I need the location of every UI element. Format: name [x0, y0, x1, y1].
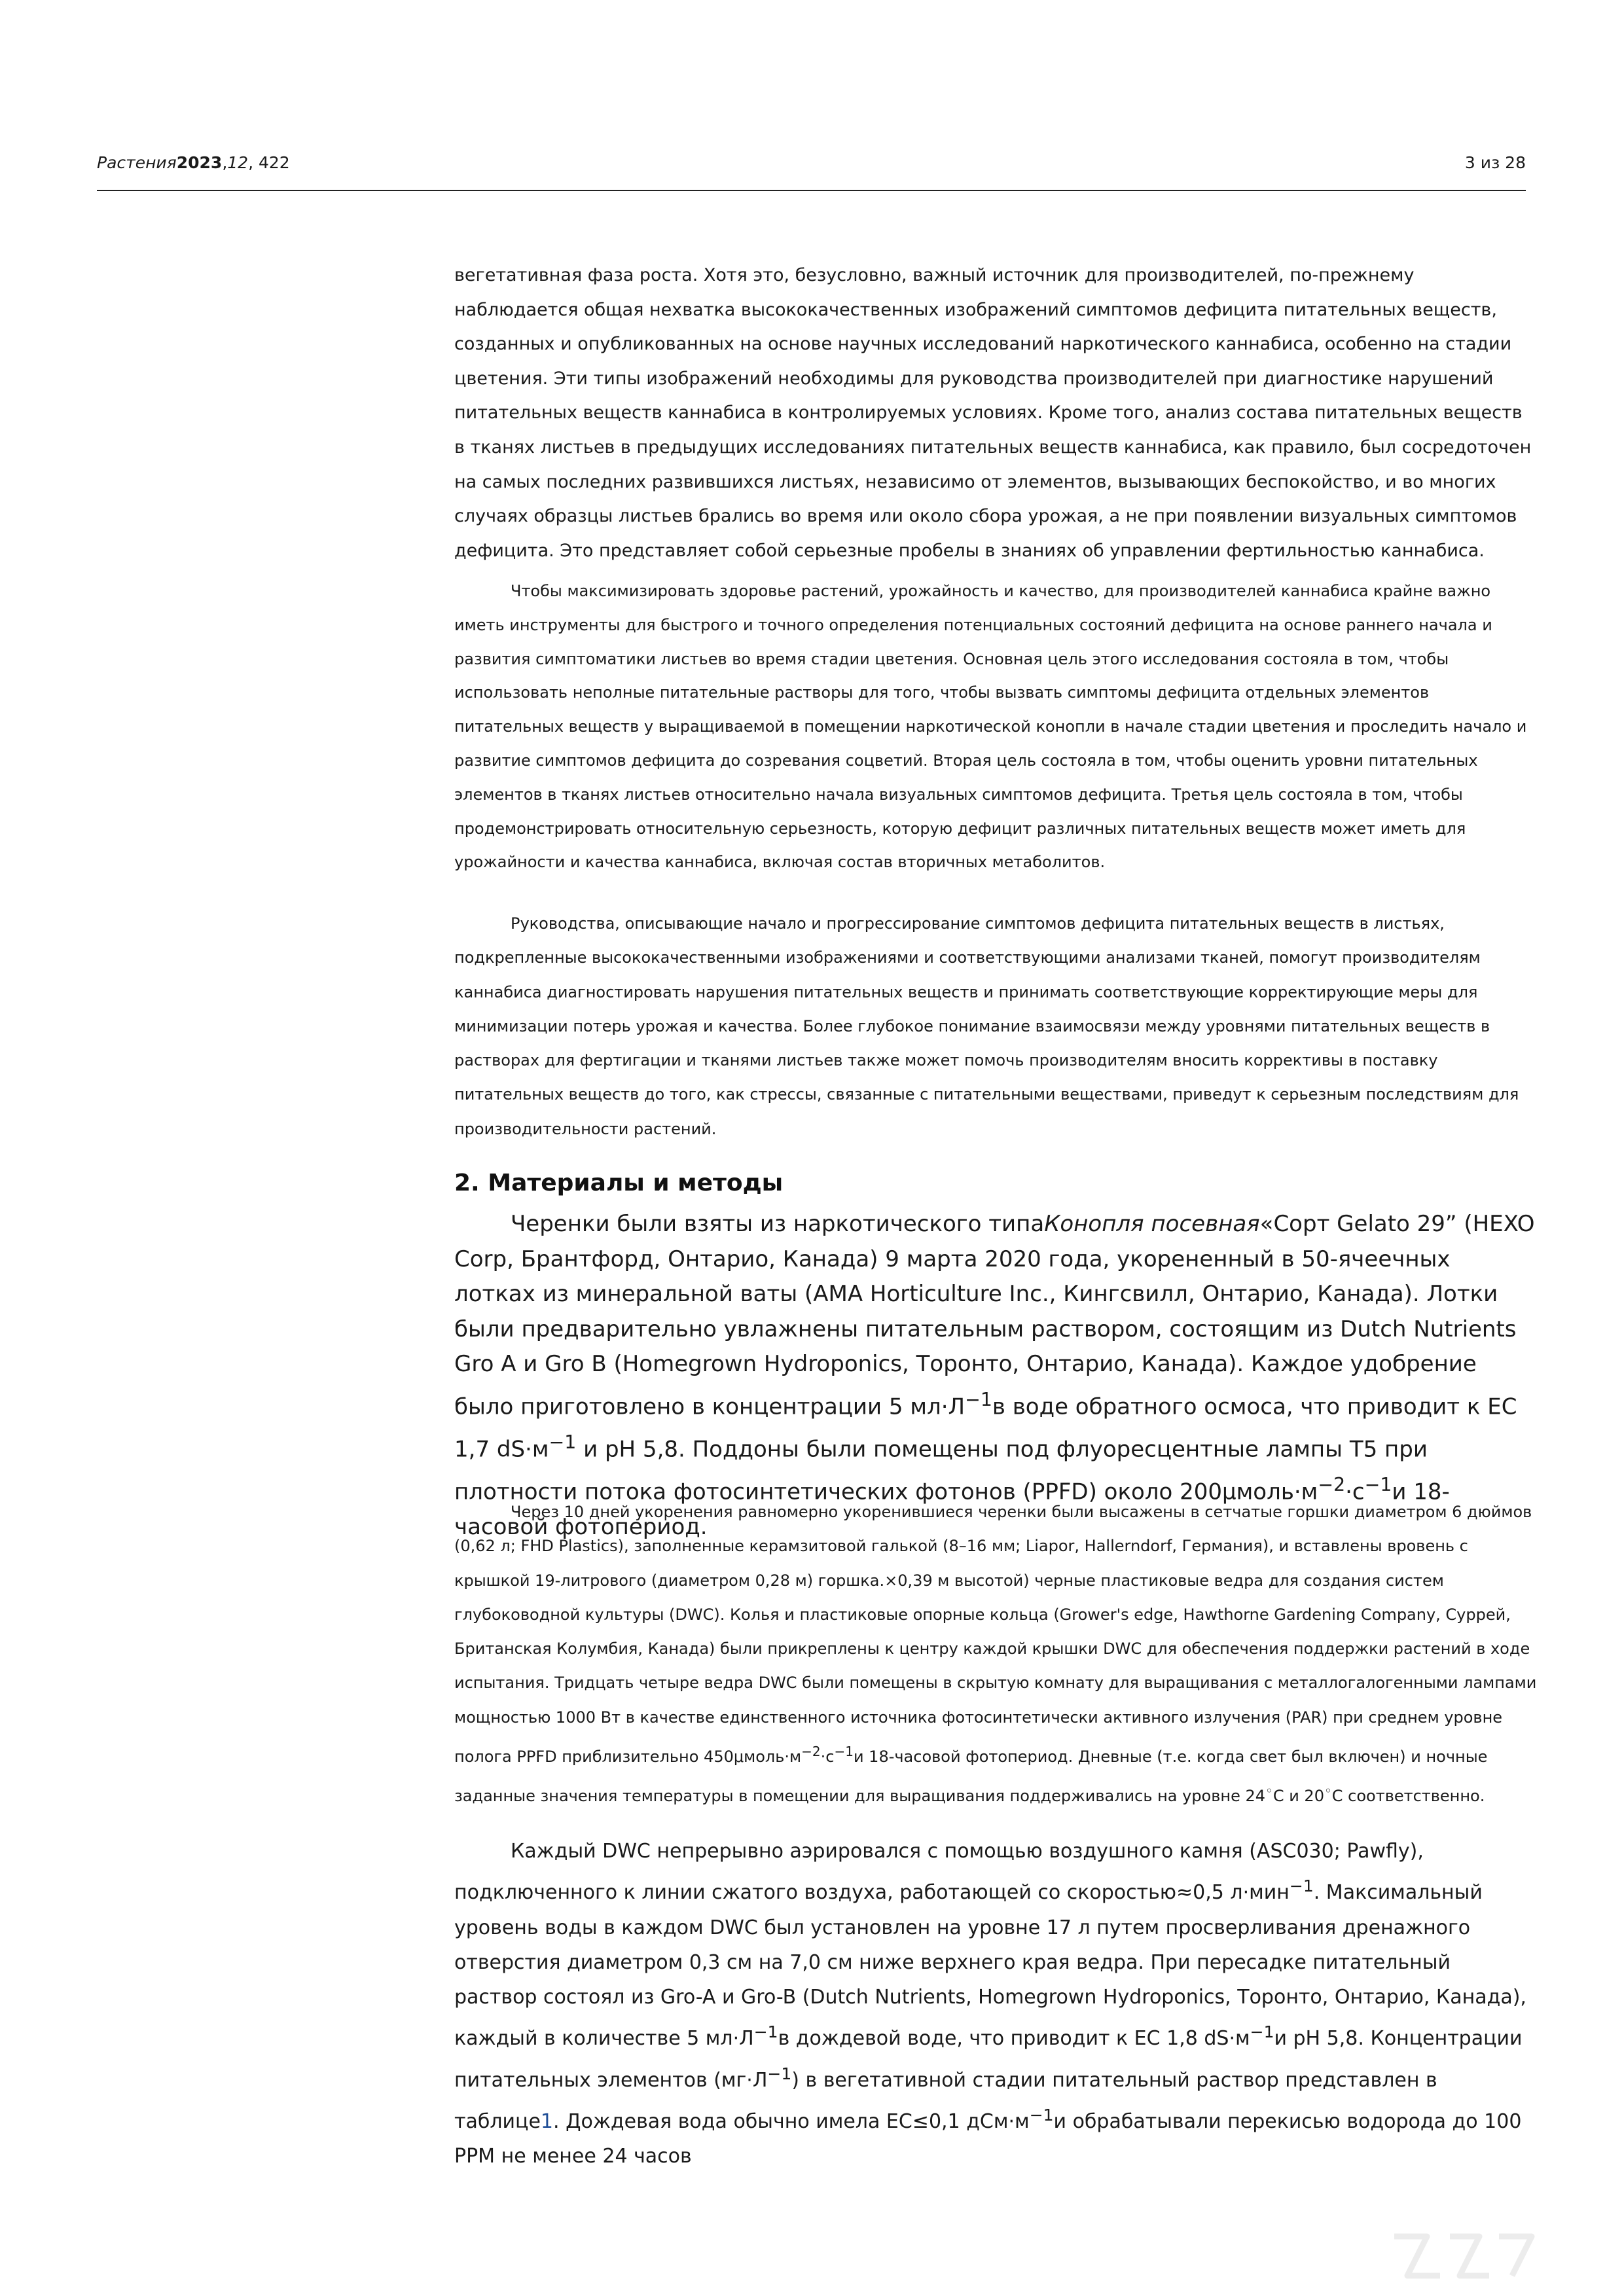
journal-name: Растения — [97, 153, 177, 172]
paragraph-2: Чтобы максимизировать здоровье растений, урожайность и качество, для производителей каннабиса крайне важно иметь инструменты для быстрого и точного определения потенциальных состояний дефицита на основе раннего начала и развития симптоматики листьев во время стадии цветения. Основная цель этого исследования состояла в том, чтобы использовать неполные питательные растворы для того, чтобы вызвать симптомы дефицита отдельных элементов питательных веществ у выращиваемой в помещении наркотической конопли в начале стадии цветения и проследить начало и развитие симптомов дефицита до созревания соцветий. Вторая цель состояла в том, чтобы оценить уровни питательных элементов в тканях листьев относительно начала визуальных симптомов дефицита. Третья цель состояла в том, чтобы продемонстрировать относительную серьезность, которую дефицит различных питательных веществ может иметь для урожайности и качества каннабиса, включая состав вторичных метаболитов. — [454, 582, 1527, 872]
paragraph-5: Через 10 дней укоренения равномерно укоренившиеся черенки были высажены в сетчатые горшки диаметром 6 дюймов (0,62 л; FHD Plastics), заполненные керамзитовой галькой (8–16 мм; Liapor, Hallerndorf, Германия), и вставлены вровень с крышкой 19-литрового (диаметром 0,28 м) горшка.×0,39 м высотой) черные пластиковые ведра для создания систем глубоководной культуры (DWC). Колья и пластиковые опорные кольца (Grower's edge, Hawthorne Gardening Company, Суррей, Британская Колумбия, Канада) были прикреплены к центру каждой крышки DWC для обеспечения поддержки растений в ходе испытания. Тридцать четыре ведра DWC были помещены в скрытую комнату для выращивания с металлогалогенными лампами мощностью 1000 Вт в качестве единственного источника фотосинтетически активного излучения (PAR) при среднем уровне полога PPFD приблизительно $450\mu моль\cdot м^{-2}\cdot с^{-1}и$ 18-часовой фотопериод. Дневные (т.е. когда свет был включен) и ночные заданные значения температуры в помещении для выращивания поддерживались на уровне 24◦C и 20◦C соответственно. — [454, 1503, 1537, 1806]
article-number: , 422 — [248, 153, 290, 172]
paragraph-1: вегетативная фаза роста. Хотя это, безусловно, важный источник для производителей, по-прежнему наблюдается общая нехватка высококачественных изображений симптомов дефицита питательных веществ, созданных и опубликованных на основе научных исследований наркотического каннабиса, особенно на стадии цветения. Эти типы изображений необходимы для руководства производителей при диагностике нарушений питательных веществ каннабиса в контролируемых условиях. Кроме того, анализ состава питательных веществ в тканях листьев в предыдущих исследованиях питательных веществ каннабиса, как правило, был сосредоточен на самых последних развившихся листьях, независимо от элементов, вызывающих беспокойство, и во многих случаях образцы листьев брались во время или около сбора урожая, а не при появлении визуальных симптомов дефицита. Это представляет собой серьезные пробелы в знаниях об управлении фертильностью каннабиса. — [454, 265, 1532, 561]
watermark-logo — [1388, 2227, 1538, 2286]
species-name: Конопля посевная — [1044, 1211, 1260, 1237]
paragraph-4: Черенки были взяты из наркотического типаКонопля посевная«Сорт Gelato 29” (HEXO Corp, Брантфорд, Онтарио, Канада) 9 марта 2020 года, укорененный в 50-ячеечных лотках из минеральной ваты (AMA Horticulture Inc., Кингсвилл, Онтарио, Канада). Лотки были предварительно увлажнены питательным раствором, состоящим из Dutch Nutrients Gro A и Gro B (Homegrown Hydroponics, Торонто, Онтарио, Канада). Каждое удобрение было приготовлено в концентрации 5 $мл\cdot Л^{-1}в$ воде обратного осмоса, что приводит к EC 1,7 $dS\cdot м^{-1}$ и pH 5,8. Поддоны были помещены под флуоресцентные лампы T5 при плотности потока фотосинтетических фотонов (PPFD) около $200\mu моль\cdot м^{-2}\cdot с^{-1}и$ 18-часовой фотопериод. — [454, 1211, 1535, 1540]
section-title: 2. Материалы и методы — [454, 1170, 784, 1196]
paragraph-6: Каждый DWC непрерывно аэрировался с помощью воздушного камня (ASC030; Pawfly), подключенного к линии сжатого воздуха, работающей со скоростью≈0,5 л·мин$^{-1}$. Максимальный уровень воды в каждом DWC был установлен на уровне 17 л путем просверливания дренажного отверстия диаметром 0,3 см на 7,0 см ниже верхнего края ведра. При пересадке питательный раствор состоял из Gro-A и Gro-B (Dutch Nutrients, Homegrown Hydroponics, Торонто, Онтарио, Канада), каждый в количестве 5 $мл\cdot Л^{-1}в$ дождевой воде, что приводит к EC 1,8 $dS\cdot м^{-1}и$ pH 5,8. Концентрации питательных элементов $(мг\cdot Л^{-1})$ в вегетативной стадии питательный раствор представлен в таблице1. Дождевая вода обычно имела EC≤0,1 $дСм\cdot м^{-1}и$ обрабатывали перекисью водорода до 100 PPM не менее 24 часов — [454, 1840, 1526, 2168]
table-1-link[interactable]: 1 — [540, 2110, 554, 2134]
page-number: 3 из 28 — [1464, 153, 1526, 172]
paragraph-3: Руководства, описывающие начало и прогрессирование симптомов дефицита питательных веществ в листьях, подкрепленные высококачественными изображениями и соответствующими анализами тканей, помогут производителям каннабиса диагностировать нарушения питательных веществ и принимать соответствующие корректирующие меры для минимизации потерь урожая и качества. Более глубокое понимание взаимосвязи между уровнями питательных веществ в растворах для фертигации и тканями листьев также может помочь производителям вносить коррективы в поставку питательных веществ до того, как стрессы, связанные с питательными веществами, приведут к серьезным последствиям для производительности растений. — [454, 914, 1519, 1138]
journal-volume: 12 — [227, 153, 249, 172]
header-rule — [97, 190, 1526, 191]
journal-citation: Растения2023,12, 422 — [97, 153, 290, 172]
journal-year: 2023 — [176, 153, 223, 172]
page-header — [97, 153, 1526, 181]
